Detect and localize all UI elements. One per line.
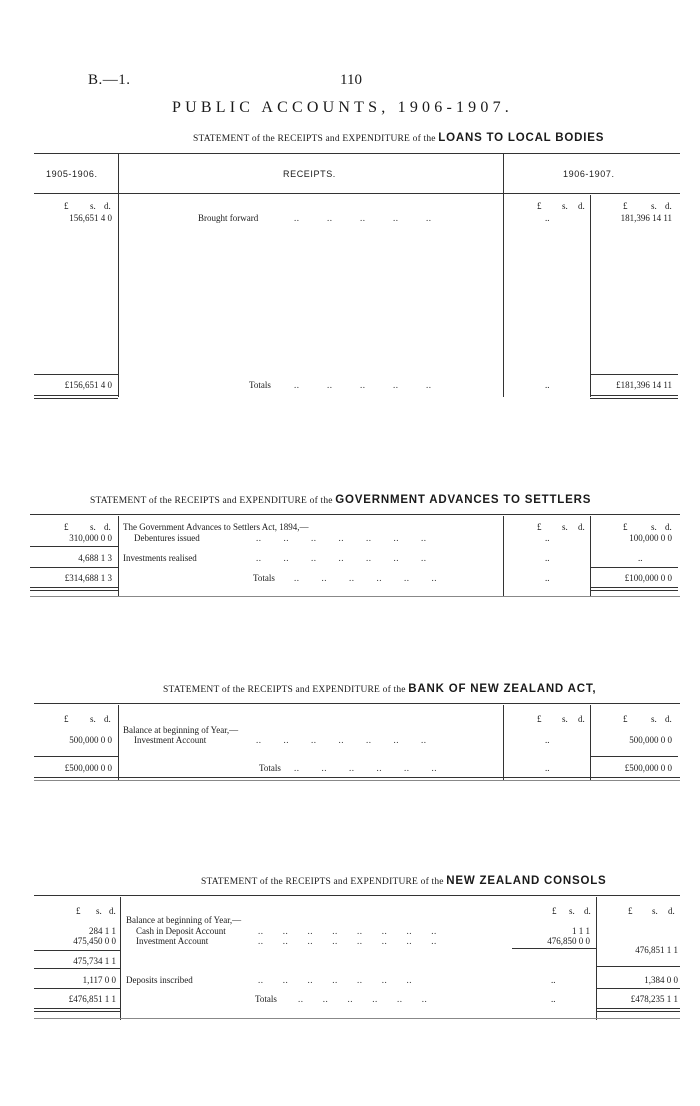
advances-unit-s: s. bbox=[90, 522, 96, 532]
loans-totals-prev: £156,651 4 0 bbox=[64, 380, 112, 390]
consols-unit-l: £ bbox=[76, 906, 81, 916]
advances-totals-mid: .. bbox=[545, 573, 550, 583]
consols-statement-prefix: STATEMENT of the RECEIPTS and EXPENDITURE of the bbox=[201, 877, 444, 887]
consols-investment-prev: 475,450 0 0 bbox=[73, 936, 116, 946]
advances-statement-subject: GOVERNMENT ADVANCES TO SETTLERS bbox=[335, 494, 592, 506]
advances-act-label: The Government Advances to Settlers Act, 1894,— bbox=[123, 522, 309, 532]
advances-debentures-curr: 100,000 0 0 bbox=[629, 533, 672, 543]
section-reference: B.—1. bbox=[88, 72, 131, 88]
bnz-totals-prev: £500,000 0 0 bbox=[64, 763, 112, 773]
consols-deposits-prev: 1,117 0 0 bbox=[82, 975, 116, 985]
loans-brought-forward-leader: .. .. .. .. .. bbox=[294, 213, 432, 223]
loans-col-prev-year: 1905-1906. bbox=[46, 169, 98, 179]
advances-investments-mid: .. bbox=[545, 553, 550, 563]
advances-right-unit-l: £ bbox=[623, 522, 628, 532]
consols-mid-unit-s: s. bbox=[569, 906, 575, 916]
loans-statement-subject: LOANS TO LOCAL BODIES bbox=[438, 132, 605, 144]
consols-deposits-mid: .. bbox=[551, 975, 556, 985]
bnz-investment-curr: 500,000 0 0 bbox=[629, 735, 672, 745]
consols-deposits-curr: 1,384 0 0 bbox=[644, 975, 678, 985]
loans-statement-prefix: STATEMENT of the RECEIPTS and EXPENDITURE of the bbox=[193, 134, 436, 144]
consols-statement-subject: NEW ZEALAND CONSOLS bbox=[446, 875, 607, 887]
consols-totals-label: Totals bbox=[255, 994, 277, 1004]
consols-cash-label: Cash in Deposit Account bbox=[136, 926, 226, 936]
loans-brought-forward-label: Brought forward bbox=[198, 213, 259, 223]
consols-subtotal-prev: 475,734 1 1 bbox=[73, 956, 116, 966]
bnz-mid-unit-l: £ bbox=[537, 714, 542, 724]
loans-totals-leader: .. .. .. .. .. bbox=[294, 380, 432, 390]
bnz-statement-heading bbox=[163, 683, 596, 695]
consols-totals-curr: £478,235 1 1 bbox=[630, 994, 678, 1004]
loans-right-unit-l: £ bbox=[623, 201, 628, 211]
advances-totals-leader: .. .. .. .. .. .. bbox=[294, 573, 437, 583]
loans-mid-unit-d: d. bbox=[578, 201, 585, 211]
advances-right-unit-d: d. bbox=[665, 522, 672, 532]
advances-statement-heading bbox=[90, 494, 591, 506]
advances-unit-l: £ bbox=[64, 522, 69, 532]
consols-unit-s: s. bbox=[96, 906, 102, 916]
bnz-investment-leader: .. .. .. .. .. .. .. bbox=[256, 735, 427, 745]
advances-totals-label: Totals bbox=[253, 573, 275, 583]
consols-deposits-label: Deposits inscribed bbox=[126, 975, 193, 985]
consols-investment-leader: .. .. .. .. .. .. .. .. bbox=[258, 936, 437, 946]
bnz-right-unit-s: s. bbox=[651, 714, 657, 724]
bnz-investment-prev: 500,000 0 0 bbox=[69, 735, 112, 745]
advances-investments-leader: .. .. .. .. .. .. .. bbox=[256, 553, 427, 563]
advances-totals-curr: £100,000 0 0 bbox=[624, 573, 672, 583]
consols-right-unit-l: £ bbox=[628, 906, 633, 916]
advances-investments-label: Investments realised bbox=[123, 553, 197, 563]
advances-debentures-mid: .. bbox=[545, 533, 550, 543]
loans-totals-mid: .. bbox=[545, 380, 550, 390]
loans-brought-forward-mid: .. bbox=[545, 213, 550, 223]
page-number: 110 bbox=[340, 72, 362, 88]
consols-mid-unit-d: d. bbox=[584, 906, 591, 916]
bnz-totals-curr: £500,000 0 0 bbox=[624, 763, 672, 773]
loans-unit-d: d. bbox=[104, 201, 111, 211]
bnz-investment-mid: .. bbox=[545, 735, 550, 745]
bnz-unit-d: d. bbox=[104, 714, 111, 724]
consols-balance-curr: 476,851 1 1 bbox=[635, 945, 678, 955]
loans-mid-unit-s: s. bbox=[562, 201, 568, 211]
consols-cash-leader: .. .. .. .. .. .. .. .. bbox=[258, 926, 437, 936]
advances-mid-unit-l: £ bbox=[537, 522, 542, 532]
advances-investments-prev: 4,688 1 3 bbox=[78, 553, 112, 563]
consols-totals-prev: £476,851 1 1 bbox=[68, 994, 116, 1004]
loans-statement-heading bbox=[193, 132, 604, 144]
bnz-mid-unit-d: d. bbox=[578, 714, 585, 724]
loans-brought-forward-curr: 181,396 14 11 bbox=[620, 213, 672, 223]
loans-col-receipts: RECEIPTS. bbox=[283, 169, 336, 179]
advances-totals-prev: £314,688 1 3 bbox=[64, 573, 112, 583]
bnz-balance-label: Balance at beginning of Year,— bbox=[123, 725, 239, 735]
advances-debentures-prev: 310,000 0 0 bbox=[69, 533, 112, 543]
bnz-right-unit-l: £ bbox=[623, 714, 628, 724]
advances-mid-unit-d: d. bbox=[578, 522, 585, 532]
advances-mid-unit-s: s. bbox=[562, 522, 568, 532]
bnz-totals-label: Totals bbox=[259, 763, 281, 773]
consols-balance-label: Balance at beginning of Year,— bbox=[126, 915, 242, 925]
consols-right-unit-s: s. bbox=[652, 906, 658, 916]
consols-investment-mid: 476,850 0 0 bbox=[547, 936, 590, 946]
consols-cash-prev: 284 1 1 bbox=[89, 926, 116, 936]
bnz-totals-mid: .. bbox=[545, 763, 550, 773]
loans-right-unit-s: s. bbox=[651, 201, 657, 211]
advances-debentures-label: Debentures issued bbox=[134, 533, 200, 543]
bnz-statement-prefix: STATEMENT of the RECEIPTS and EXPENDITURE of the bbox=[163, 685, 406, 695]
bnz-investment-label: Investment Account bbox=[134, 735, 207, 745]
consols-mid-unit-l: £ bbox=[552, 906, 557, 916]
consols-statement-heading bbox=[201, 875, 607, 887]
loans-unit-s: s. bbox=[90, 201, 96, 211]
page-title: PUBLIC ACCOUNTS, 1906-1907. bbox=[172, 99, 513, 116]
consols-unit-d: d. bbox=[109, 906, 116, 916]
advances-unit-d: d. bbox=[104, 522, 111, 532]
loans-unit-l: £ bbox=[64, 201, 69, 211]
advances-right-unit-s: s. bbox=[651, 522, 657, 532]
bnz-statement-subject: BANK OF NEW ZEALAND ACT, bbox=[408, 683, 597, 695]
loans-right-unit-d: d. bbox=[665, 201, 672, 211]
consols-right-unit-d: d. bbox=[668, 906, 675, 916]
loans-col-curr-year: 1906-1907. bbox=[563, 169, 615, 179]
bnz-unit-s: s. bbox=[90, 714, 96, 724]
loans-totals-curr: £181,396 14 11 bbox=[616, 380, 672, 390]
consols-totals-mid: .. bbox=[551, 994, 556, 1004]
consols-totals-leader: .. .. .. .. .. .. bbox=[298, 994, 428, 1004]
consols-investment-label: Investment Account bbox=[136, 936, 209, 946]
loans-mid-unit-l: £ bbox=[537, 201, 542, 211]
advances-debentures-leader: .. .. .. .. .. .. .. bbox=[256, 533, 427, 543]
bnz-mid-unit-s: s. bbox=[562, 714, 568, 724]
loans-brought-forward-prev: 156,651 4 0 bbox=[69, 213, 112, 223]
bnz-totals-leader: .. .. .. .. .. .. bbox=[294, 763, 437, 773]
advances-statement-prefix: STATEMENT of the RECEIPTS and EXPENDITURE of the bbox=[90, 496, 333, 506]
loans-totals-label: Totals bbox=[249, 380, 271, 390]
bnz-unit-l: £ bbox=[64, 714, 69, 724]
bnz-right-unit-d: d. bbox=[665, 714, 672, 724]
consols-cash-mid: 1 1 1 bbox=[572, 926, 590, 936]
advances-investments-curr: .. bbox=[638, 553, 643, 563]
consols-deposits-leader: .. .. .. .. .. .. .. bbox=[258, 975, 412, 985]
